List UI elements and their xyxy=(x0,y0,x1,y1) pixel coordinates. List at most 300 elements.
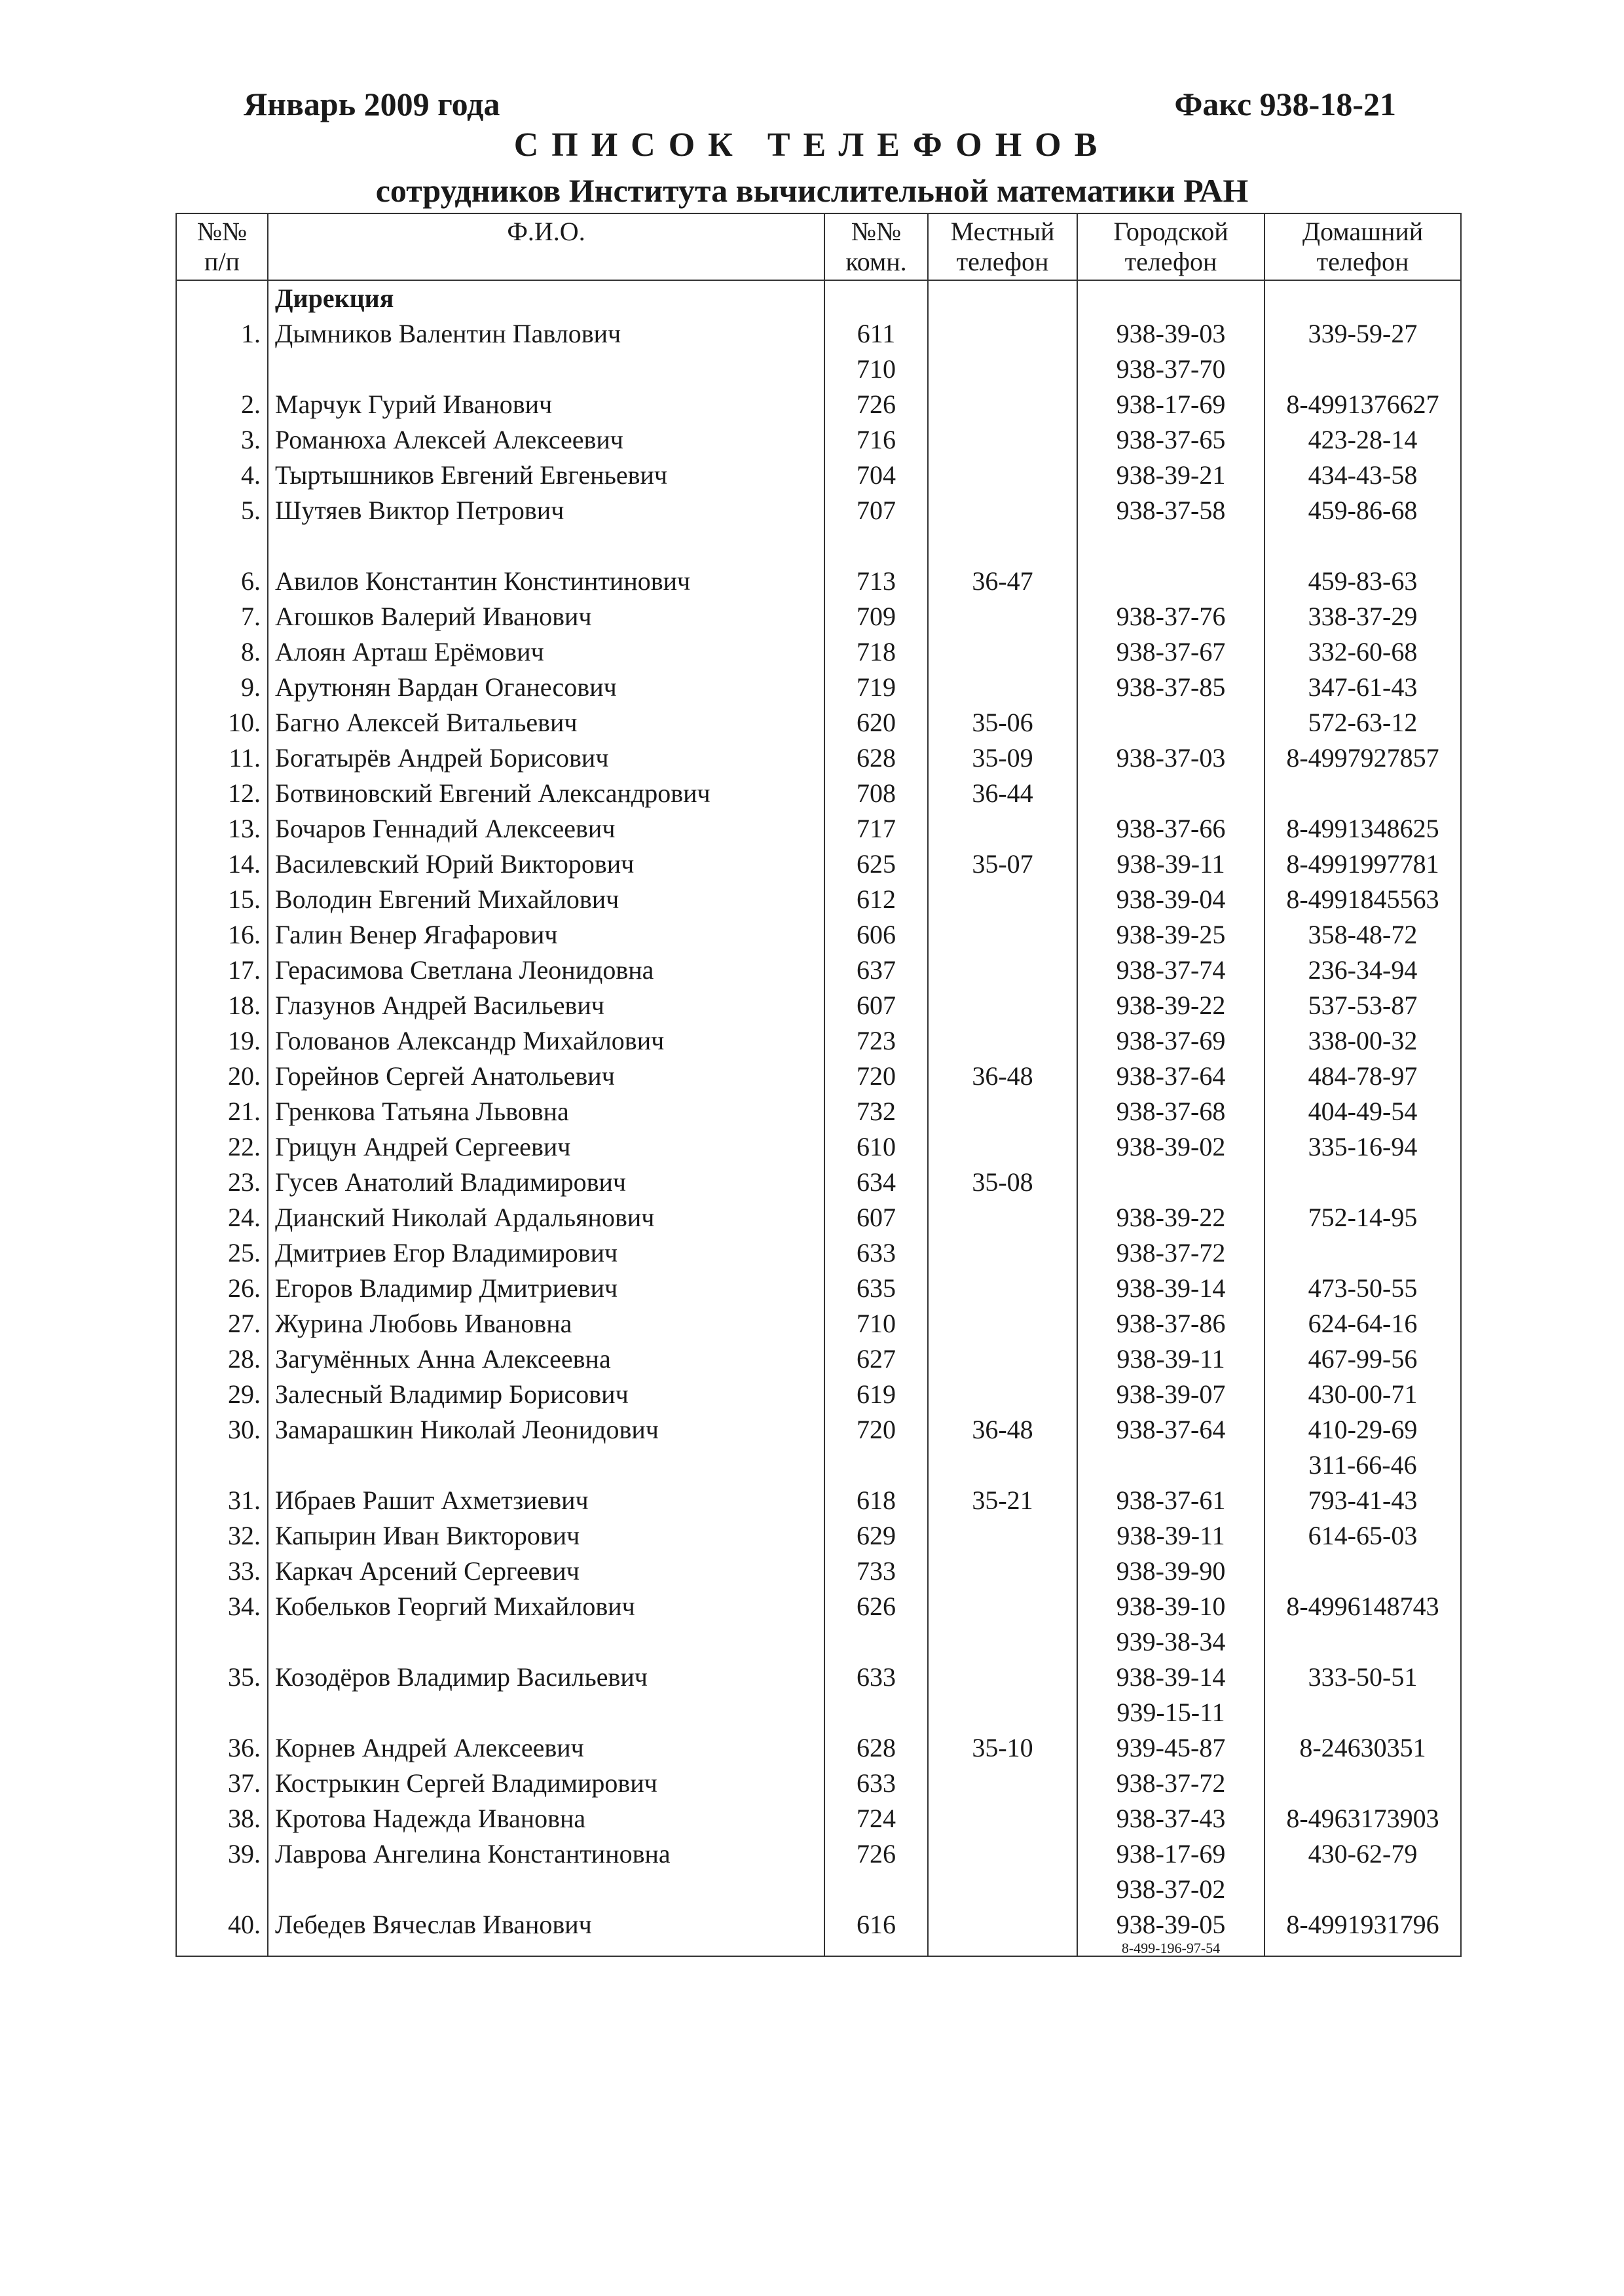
home-phone xyxy=(1264,1872,1461,1907)
city-phone: 938-39-21 xyxy=(1077,458,1264,493)
city-phone: 938-37-43 xyxy=(1077,1801,1264,1836)
employee-name: Володин Евгений Михайлович xyxy=(268,882,824,917)
table-row xyxy=(176,1341,1461,1377)
home-phone: 358-48-72 xyxy=(1264,917,1461,953)
local-phone xyxy=(928,1271,1077,1306)
employee-name: Бочаров Геннадий Алексеевич xyxy=(268,811,824,847)
city-phone xyxy=(1077,1165,1264,1200)
header-city-phone: Городской телефон xyxy=(1077,213,1264,280)
home-phone: 8-4963173903 xyxy=(1264,1801,1461,1836)
local-phone: 35-06 xyxy=(928,705,1077,740)
home-phone: 338-00-32 xyxy=(1264,1023,1461,1059)
table-row xyxy=(176,528,1461,564)
city-phone: 938-39-02 xyxy=(1077,1129,1264,1165)
home-phone: 311-66-46 xyxy=(1264,1448,1461,1483)
city-phone: 938-39-11 xyxy=(1077,1518,1264,1554)
table-row xyxy=(176,882,1461,917)
row-number xyxy=(176,280,268,316)
employee-name: Багно Алексей Витальевич xyxy=(268,705,824,740)
row-number: 1. xyxy=(176,316,268,352)
home-phone xyxy=(1264,1624,1461,1660)
phone-table xyxy=(175,213,1462,1957)
room-number xyxy=(824,528,928,564)
room-number: 618 xyxy=(824,1483,928,1518)
employee-name: Загумённых Анна Алексеевна xyxy=(268,1341,824,1377)
employee-name xyxy=(268,1448,824,1483)
row-number: 21. xyxy=(176,1094,268,1129)
local-phone xyxy=(928,1801,1077,1836)
local-phone xyxy=(928,1872,1077,1907)
table-row xyxy=(176,1448,1461,1483)
home-phone: 8-4991376627 xyxy=(1264,387,1461,422)
table-row xyxy=(176,953,1461,988)
home-phone: 8-4991997781 xyxy=(1264,847,1461,882)
table-row xyxy=(176,1129,1461,1165)
city-phone: 938-39-05 8-499-196-97-54 xyxy=(1077,1907,1264,1956)
row-number: 8. xyxy=(176,634,268,670)
city-phone: 938-37-64 xyxy=(1077,1412,1264,1448)
document-title: СПИСОК ТЕЛЕФОНОВ xyxy=(513,126,1111,164)
room-number: 633 xyxy=(824,1235,928,1271)
local-phone: 35-10 xyxy=(928,1730,1077,1766)
room-number: 619 xyxy=(824,1377,928,1412)
employee-name: Богатырёв Андрей Борисович xyxy=(268,740,824,776)
table-row xyxy=(176,1271,1461,1306)
row-number: 29. xyxy=(176,1377,268,1412)
table-row xyxy=(176,634,1461,670)
row-number: 26. xyxy=(176,1271,268,1306)
home-phone: 332-60-68 xyxy=(1264,634,1461,670)
room-number: 607 xyxy=(824,988,928,1023)
table-row xyxy=(176,564,1461,599)
city-phone: 938-39-90 xyxy=(1077,1554,1264,1589)
home-phone: 335-16-94 xyxy=(1264,1129,1461,1165)
section-label: Дирекция xyxy=(268,280,824,316)
row-number: 5. xyxy=(176,493,268,528)
row-number: 10. xyxy=(176,705,268,740)
room-number: 733 xyxy=(824,1554,928,1589)
local-phone xyxy=(928,1306,1077,1341)
city-phone: 938-37-74 xyxy=(1077,953,1264,988)
employee-name: Арутюнян Вардан Оганесович xyxy=(268,670,824,705)
city-phone: 938-39-22 xyxy=(1077,1200,1264,1235)
city-phone: 938-37-65 xyxy=(1077,422,1264,458)
home-phone xyxy=(1264,776,1461,811)
employee-name: Грицун Андрей Сергеевич xyxy=(268,1129,824,1165)
table-row xyxy=(176,599,1461,634)
table-row xyxy=(176,1766,1461,1801)
table-row xyxy=(176,1094,1461,1129)
local-phone xyxy=(928,1518,1077,1554)
room-number: 606 xyxy=(824,917,928,953)
row-number: 6. xyxy=(176,564,268,599)
employee-name: Тыртышников Евгений Евгеньевич xyxy=(268,458,824,493)
table-row xyxy=(176,1872,1461,1907)
city-phone: 938-37-70 xyxy=(1077,352,1264,387)
row-number: 32. xyxy=(176,1518,268,1554)
room-number xyxy=(824,1624,928,1660)
table-row xyxy=(176,1907,1461,1956)
room-number: 628 xyxy=(824,1730,928,1766)
city-phone: 938-39-07 xyxy=(1077,1377,1264,1412)
city-phone xyxy=(1077,705,1264,740)
table-row xyxy=(176,1023,1461,1059)
row-number: 7. xyxy=(176,599,268,634)
room-number xyxy=(824,1448,928,1483)
home-phone: 484-78-97 xyxy=(1264,1059,1461,1094)
home-phone: 793-41-43 xyxy=(1264,1483,1461,1518)
employee-name xyxy=(268,352,824,387)
city-phone: 938-17-69 xyxy=(1077,387,1264,422)
home-phone: 430-00-71 xyxy=(1264,1377,1461,1412)
row-number xyxy=(176,1624,268,1660)
city-phone: 938-37-64 xyxy=(1077,1059,1264,1094)
room-number: 710 xyxy=(824,1306,928,1341)
row-number xyxy=(176,1448,268,1483)
room-number: 717 xyxy=(824,811,928,847)
home-phone: 459-83-63 xyxy=(1264,564,1461,599)
row-number: 27. xyxy=(176,1306,268,1341)
fax-number: Факс 938-18-21 xyxy=(1174,86,1396,122)
header-local-phone: Местный телефон xyxy=(928,213,1077,280)
home-phone: 338-37-29 xyxy=(1264,599,1461,634)
local-phone xyxy=(928,1836,1077,1872)
city-phone: 938-39-14 xyxy=(1077,1660,1264,1695)
city-phone: 939-38-34 xyxy=(1077,1624,1264,1660)
row-number: 24. xyxy=(176,1200,268,1235)
row-number: 19. xyxy=(176,1023,268,1059)
table-row xyxy=(176,352,1461,387)
row-number: 11. xyxy=(176,740,268,776)
table-row xyxy=(176,422,1461,458)
row-number: 3. xyxy=(176,422,268,458)
home-phone: 752-14-95 xyxy=(1264,1200,1461,1235)
row-number: 40. xyxy=(176,1907,268,1956)
table-row xyxy=(176,811,1461,847)
table-row xyxy=(176,493,1461,528)
local-phone: 36-48 xyxy=(928,1412,1077,1448)
employee-name: Романюха Алексей Алексеевич xyxy=(268,422,824,458)
city-phone: 938-37-58 xyxy=(1077,493,1264,528)
room-number: 732 xyxy=(824,1094,928,1129)
document-subtitle: сотрудников Института вычислительной математики РАН xyxy=(375,172,1249,209)
row-number: 18. xyxy=(176,988,268,1023)
city-phone: 938-39-04 xyxy=(1077,882,1264,917)
room-number: 710 xyxy=(824,352,928,387)
employee-name: Шутяев Виктор Петрович xyxy=(268,493,824,528)
header-home-phone: Домашний телефон xyxy=(1264,213,1461,280)
home-phone: 430-62-79 xyxy=(1264,1836,1461,1872)
row-number: 30. xyxy=(176,1412,268,1448)
local-phone xyxy=(928,599,1077,634)
city-phone: 938-37-72 xyxy=(1077,1766,1264,1801)
home-phone: 614-65-03 xyxy=(1264,1518,1461,1554)
header-room: №№ комн. xyxy=(824,213,928,280)
employee-name: Голованов Александр Михайлович xyxy=(268,1023,824,1059)
local-phone xyxy=(928,1341,1077,1377)
employee-name: Капырин Иван Викторович xyxy=(268,1518,824,1554)
employee-name xyxy=(268,1872,824,1907)
table-row xyxy=(176,917,1461,953)
employee-name: Лаврова Ангелина Константиновна xyxy=(268,1836,824,1872)
city-phone: 938-39-03 xyxy=(1077,316,1264,352)
table-body xyxy=(176,280,1461,1956)
city-phone: 938-37-66 xyxy=(1077,811,1264,847)
table-row xyxy=(176,1200,1461,1235)
row-number: 2. xyxy=(176,387,268,422)
table-row xyxy=(176,1695,1461,1730)
room-number: 620 xyxy=(824,705,928,740)
local-phone xyxy=(928,634,1077,670)
local-phone: 35-21 xyxy=(928,1483,1077,1518)
home-phone: 624-64-16 xyxy=(1264,1306,1461,1341)
row-number: 15. xyxy=(176,882,268,917)
home-phone: 410-29-69 xyxy=(1264,1412,1461,1448)
table-row xyxy=(176,1059,1461,1094)
room-number: 716 xyxy=(824,422,928,458)
room-number: 627 xyxy=(824,1341,928,1377)
local-phone xyxy=(928,1907,1077,1956)
home-phone xyxy=(1264,280,1461,316)
home-phone: 347-61-43 xyxy=(1264,670,1461,705)
city-phone-note: 8-499-196-97-54 xyxy=(1121,1940,1221,1956)
employee-name: Козодёров Владимир Васильевич xyxy=(268,1660,824,1695)
row-number: 13. xyxy=(176,811,268,847)
employee-name: Корнев Андрей Алексеевич xyxy=(268,1730,824,1766)
local-phone xyxy=(928,352,1077,387)
employee-name: Агошков Валерий Иванович xyxy=(268,599,824,634)
local-phone xyxy=(928,988,1077,1023)
table-row xyxy=(176,387,1461,422)
local-phone: 35-09 xyxy=(928,740,1077,776)
home-phone xyxy=(1264,1165,1461,1200)
room-number: 612 xyxy=(824,882,928,917)
home-phone: 8-4991845563 xyxy=(1264,882,1461,917)
room-number: 635 xyxy=(824,1271,928,1306)
employee-name: Герасимова Светлана Леонидовна xyxy=(268,953,824,988)
employee-name: Егоров Владимир Дмитриевич xyxy=(268,1271,824,1306)
row-number: 39. xyxy=(176,1836,268,1872)
local-phone xyxy=(928,493,1077,528)
row-number: 36. xyxy=(176,1730,268,1766)
home-phone: 467-99-56 xyxy=(1264,1341,1461,1377)
city-phone: 938-39-11 xyxy=(1077,847,1264,882)
home-phone: 404-49-54 xyxy=(1264,1094,1461,1129)
table-row xyxy=(176,1589,1461,1624)
employee-name: Кротова Надежда Ивановна xyxy=(268,1801,824,1836)
room-number: 726 xyxy=(824,387,928,422)
employee-name: Горейнов Сергей Анатольевич xyxy=(268,1059,824,1094)
row-number: 9. xyxy=(176,670,268,705)
row-number: 34. xyxy=(176,1589,268,1624)
table-row xyxy=(176,1235,1461,1271)
employee-name: Кострыкин Сергей Владимирович xyxy=(268,1766,824,1801)
city-phone: 938-37-85 xyxy=(1077,670,1264,705)
city-phone: 938-37-69 xyxy=(1077,1023,1264,1059)
row-number xyxy=(176,1872,268,1907)
room-number xyxy=(824,280,928,316)
city-phone: 938-17-69 xyxy=(1077,1836,1264,1872)
local-phone xyxy=(928,1377,1077,1412)
city-phone: 938-37-72 xyxy=(1077,1235,1264,1271)
local-phone xyxy=(928,1129,1077,1165)
city-phone: 938-37-86 xyxy=(1077,1306,1264,1341)
room-number xyxy=(824,1695,928,1730)
city-phone: 938-37-76 xyxy=(1077,599,1264,634)
home-phone: 434-43-58 xyxy=(1264,458,1461,493)
employee-name xyxy=(268,1695,824,1730)
local-phone xyxy=(928,280,1077,316)
employee-name: Замарашкин Николай Леонидович xyxy=(268,1412,824,1448)
table-header-row xyxy=(176,213,1461,280)
employee-name: Лебедев Вячеслав Иванович xyxy=(268,1907,824,1956)
city-phone: 939-45-87 xyxy=(1077,1730,1264,1766)
home-phone xyxy=(1264,528,1461,564)
city-phone: 938-37-68 xyxy=(1077,1094,1264,1129)
local-phone xyxy=(928,1235,1077,1271)
employee-name: Ботвиновский Евгений Александрович xyxy=(268,776,824,811)
home-phone xyxy=(1264,352,1461,387)
local-phone xyxy=(928,953,1077,988)
city-phone: 938-37-02 xyxy=(1077,1872,1264,1907)
room-number xyxy=(824,1872,928,1907)
row-number: 23. xyxy=(176,1165,268,1200)
local-phone xyxy=(928,1200,1077,1235)
row-number xyxy=(176,352,268,387)
home-phone: 572-63-12 xyxy=(1264,705,1461,740)
home-phone: 339-59-27 xyxy=(1264,316,1461,352)
employee-name: Дианский Николай Ардальянович xyxy=(268,1200,824,1235)
employee-name: Гренкова Татьяна Львовна xyxy=(268,1094,824,1129)
employee-name: Василевский Юрий Викторович xyxy=(268,847,824,882)
room-number: 625 xyxy=(824,847,928,882)
employee-name: Залесный Владимир Борисович xyxy=(268,1377,824,1412)
room-number: 633 xyxy=(824,1766,928,1801)
table-row xyxy=(176,1377,1461,1412)
room-number: 720 xyxy=(824,1412,928,1448)
row-number: 12. xyxy=(176,776,268,811)
local-phone xyxy=(928,670,1077,705)
local-phone: 36-48 xyxy=(928,1059,1077,1094)
room-number: 704 xyxy=(824,458,928,493)
room-number: 616 xyxy=(824,1907,928,1956)
local-phone: 35-07 xyxy=(928,847,1077,882)
row-number: 31. xyxy=(176,1483,268,1518)
row-number: 20. xyxy=(176,1059,268,1094)
employee-name: Ибраев Рашит Ахметзиевич xyxy=(268,1483,824,1518)
employee-name: Глазунов Андрей Васильевич xyxy=(268,988,824,1023)
local-phone xyxy=(928,1695,1077,1730)
row-number: 33. xyxy=(176,1554,268,1589)
document-date: Январь 2009 года xyxy=(244,86,500,122)
home-phone: 459-86-68 xyxy=(1264,493,1461,528)
home-phone xyxy=(1264,1235,1461,1271)
employee-name: Марчук Гурий Иванович xyxy=(268,387,824,422)
row-number: 16. xyxy=(176,917,268,953)
table-row xyxy=(176,1624,1461,1660)
section-row xyxy=(176,280,1461,316)
row-number xyxy=(176,528,268,564)
row-number xyxy=(176,1695,268,1730)
home-phone: 8-4996148743 xyxy=(1264,1589,1461,1624)
room-number: 719 xyxy=(824,670,928,705)
city-phone xyxy=(1077,564,1264,599)
row-number: 14. xyxy=(176,847,268,882)
employee-name: Дымников Валентин Павлович xyxy=(268,316,824,352)
employee-name: Кобельков Георгий Михайлович xyxy=(268,1589,824,1624)
employee-name: Гусев Анатолий Владимирович xyxy=(268,1165,824,1200)
city-phone: 939-15-11 xyxy=(1077,1695,1264,1730)
local-phone: 36-44 xyxy=(928,776,1077,811)
city-phone xyxy=(1077,528,1264,564)
table-row xyxy=(176,988,1461,1023)
table-row xyxy=(176,776,1461,811)
home-phone: 236-34-94 xyxy=(1264,953,1461,988)
local-phone: 35-08 xyxy=(928,1165,1077,1200)
employee-name: Журина Любовь Ивановна xyxy=(268,1306,824,1341)
city-phone: 938-37-61 xyxy=(1077,1483,1264,1518)
room-number: 724 xyxy=(824,1801,928,1836)
city-phone xyxy=(1077,280,1264,316)
home-phone xyxy=(1264,1554,1461,1589)
home-phone: 8-4991348625 xyxy=(1264,811,1461,847)
room-number: 611 xyxy=(824,316,928,352)
employee-name xyxy=(268,1624,824,1660)
employee-name xyxy=(268,528,824,564)
home-phone: 473-50-55 xyxy=(1264,1271,1461,1306)
city-phone xyxy=(1077,776,1264,811)
home-phone: 8-4991931796 xyxy=(1264,1907,1461,1956)
room-number: 713 xyxy=(824,564,928,599)
local-phone xyxy=(928,1023,1077,1059)
header-name: Ф.И.О. xyxy=(268,213,824,280)
local-phone xyxy=(928,1589,1077,1624)
table-row xyxy=(176,1730,1461,1766)
local-phone xyxy=(928,422,1077,458)
room-number: 720 xyxy=(824,1059,928,1094)
table-row xyxy=(176,705,1461,740)
local-phone xyxy=(928,1094,1077,1129)
header-num: №№ п/п xyxy=(176,213,268,280)
room-number: 607 xyxy=(824,1200,928,1235)
local-phone xyxy=(928,1624,1077,1660)
row-number: 35. xyxy=(176,1660,268,1695)
table-row xyxy=(176,1554,1461,1589)
room-number: 709 xyxy=(824,599,928,634)
room-number: 628 xyxy=(824,740,928,776)
city-phone: 938-39-22 xyxy=(1077,988,1264,1023)
table-row xyxy=(176,1483,1461,1518)
table-row xyxy=(176,1660,1461,1695)
room-number: 707 xyxy=(824,493,928,528)
room-number: 626 xyxy=(824,1589,928,1624)
table-row xyxy=(176,1412,1461,1448)
table-row xyxy=(176,458,1461,493)
table-row xyxy=(176,1518,1461,1554)
table-row xyxy=(176,670,1461,705)
room-number: 708 xyxy=(824,776,928,811)
home-phone: 537-53-87 xyxy=(1264,988,1461,1023)
room-number: 718 xyxy=(824,634,928,670)
room-number: 634 xyxy=(824,1165,928,1200)
local-phone xyxy=(928,1660,1077,1695)
local-phone xyxy=(928,882,1077,917)
home-phone: 8-4997927857 xyxy=(1264,740,1461,776)
room-number: 723 xyxy=(824,1023,928,1059)
local-phone xyxy=(928,917,1077,953)
home-phone: 8-24630351 xyxy=(1264,1730,1461,1766)
local-phone xyxy=(928,458,1077,493)
